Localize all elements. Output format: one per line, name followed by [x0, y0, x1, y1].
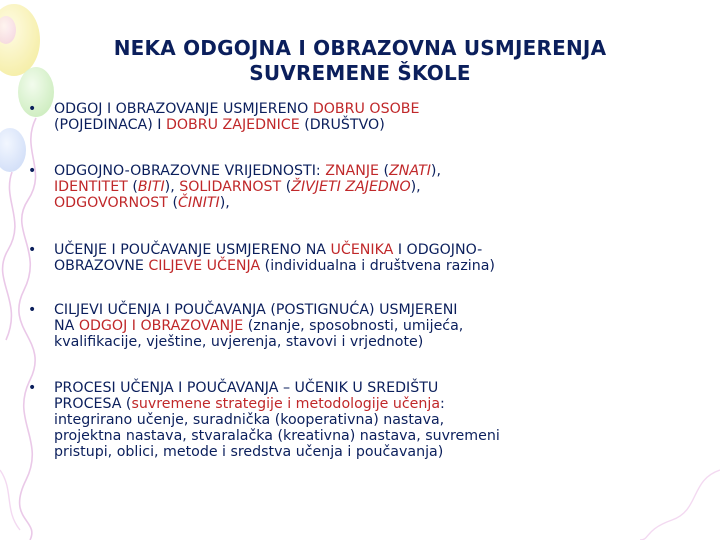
bullet-line: ODGOJ I OBRAZOVANJE USMJERENO DOBRU OSOBE	[54, 101, 420, 117]
bullet-icon: •	[28, 101, 37, 117]
bullet-line: NA ODGOJ I OBRAZOVANJE (znanje, sposobnosti, umijeća,	[54, 318, 464, 334]
bullet-line: integrirano učenje, suradnička (kooperativna) nastava,	[54, 412, 445, 428]
bullet-line: PROCESI UČENJA I POUČAVANJA – UČENIK U SREDIŠTU	[54, 380, 439, 396]
bullet-line: projektna nastava, stvaralačka (kreativna) nastava, suvremeni	[54, 428, 500, 444]
bullet-line: ODGOJNO-OBRAZOVNE VRIJEDNOSTI: ZNANJE (ZNATI),	[54, 163, 441, 179]
bullet-line: kvalifikacije, vještine, uvjerenja, stavovi i vrjednote)	[54, 334, 424, 350]
list-item	[28, 163, 720, 211]
list-item	[28, 380, 720, 460]
page-title	[0, 36, 720, 86]
bullet-line: (POJEDINACA) I DOBRU ZAJEDNICE (DRUŠTVO)	[54, 117, 385, 133]
list-item	[28, 101, 720, 133]
bullet-line: CILJEVI UČENJA I POUČAVANJA (POSTIGNUĆA) USMJERENI	[54, 302, 458, 318]
bullet-icon: •	[28, 380, 37, 396]
corner-curl-icon	[0, 470, 720, 540]
list-item	[28, 302, 720, 350]
bullet-line: PROCESA (suvremene strategije i metodologije učenja:	[54, 396, 445, 412]
bullet-icon: •	[28, 302, 37, 318]
bullet-line: IDENTITET (BITI), SOLIDARNOST (ŽIVJETI ZAJEDNO),	[54, 179, 421, 195]
list-item	[28, 242, 720, 274]
bullet-line: OBRAZOVNE CILJEVE UČENJA (individualna i društvena razina)	[54, 258, 495, 274]
bullet-icon: •	[28, 163, 37, 179]
balloon-blue-icon	[0, 128, 26, 172]
bullet-line: UČENJE I POUČAVANJE USMJERENO NA UČENIKA I ODGOJNO-	[54, 242, 483, 258]
bullet-line: ODGOVORNOST (ČINITI),	[54, 195, 230, 211]
title-line-1: NEKA ODGOJNA I OBRAZOVNA USMJERENJA	[113, 36, 607, 60]
title-line-2: SUVREMENE ŠKOLE	[249, 61, 471, 85]
bullet-icon: •	[28, 242, 37, 258]
bullet-line: pristupi, oblici, metode i sredstva učenja i poučavanja)	[54, 444, 444, 460]
